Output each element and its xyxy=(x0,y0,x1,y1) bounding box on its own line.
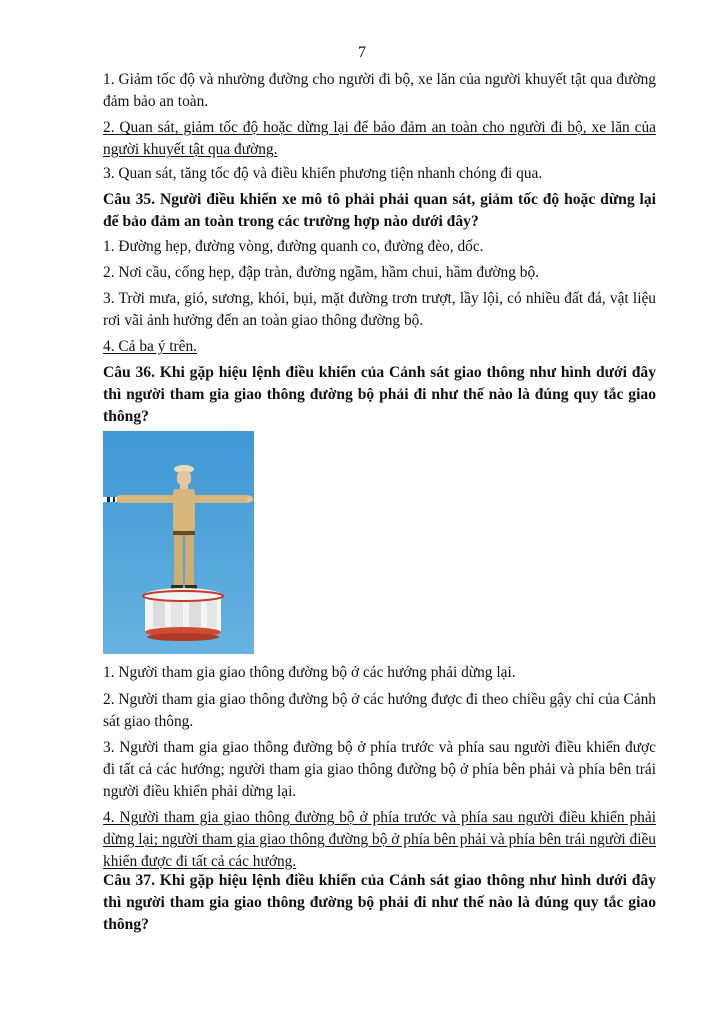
page-number: 7 xyxy=(358,44,366,61)
traffic-police-photo xyxy=(103,431,254,654)
q36-answer-2: 2. Người tham gia giao thông đường bộ ở các hướng được đi theo chiều gậy chỉ của Cảnh sát giao thông. xyxy=(103,691,656,730)
question-37-title: Câu 37. Khi gặp hiệu lệnh điều khiển của Cảnh sát giao thông như hình dưới đây thì người tham gia giao thông đường bộ phải đi như thế nào là đúng quy tắc giao thông? xyxy=(103,872,656,933)
prev-answer-3: 3. Quan sát, tăng tốc độ và điều khiển phương tiện nhanh chóng đi qua. xyxy=(103,165,543,182)
prev-answer-2-correct: 2. Quan sát, giảm tốc độ hoặc dừng lại để bảo đảm an toàn cho người đi bộ, xe lăn của người khuyết tật qua đường. xyxy=(103,119,656,158)
q36-answer-1: 1. Người tham gia giao thông đường bộ ở các hướng phải dừng lại. xyxy=(103,664,516,681)
q35-answer-4-correct xyxy=(103,336,656,358)
q35-answer-4-text: 4. Cả ba ý trên. xyxy=(103,338,198,355)
q35-answer-2: 2. Nơi cầu, cống hẹp, đập tràn, đường ngầm, hầm chui, hầm đường bộ. xyxy=(103,264,540,281)
q35-answer-3: 3. Trời mưa, gió, sương, khói, bụi, mặt đường trơn trượt, lầy lội, có nhiều đất đá, vật liệu rơi vãi ảnh hưởng đến an toàn giao thông đường bộ. xyxy=(103,290,656,329)
q35-answer-1: 1. Đường hẹp, đường vòng, đường quanh co, đường đèo, dốc. xyxy=(103,238,484,255)
q36-answer-3: 3. Người tham gia giao thông đường bộ ở phía trước và phía sau người điều khiển được đi tất cả các hướng; người tham gia giao thông đường bộ ở phía bên phải và phía bên trái người điều khiển phải dừng lại. xyxy=(103,739,656,800)
question-36-title: Câu 36. Khi gặp hiệu lệnh điều khiển của Cảnh sát giao thông như hình dưới đây thì người tham gia giao thông đường bộ phải đi như thế nào là đúng quy tắc giao thông? xyxy=(103,364,656,425)
question-35-title: Câu 35. Người điều khiển xe mô tô phải phải quan sát, giảm tốc độ hoặc dừng lại để bảo đảm an toàn trong các trường hợp nào dưới đây? xyxy=(103,191,656,230)
prev-answer-1: 1. Giảm tốc độ và nhường đường cho người đi bộ, xe lăn của người khuyết tật qua đường đảm bảo an toàn. xyxy=(103,71,656,110)
traffic-police-illustration xyxy=(103,431,254,654)
q36-answer-4-correct: 4. Người tham gia giao thông đường bộ ở phía trước và phía sau người điều khiển phải dừng lại; người tham gia giao thông đường bộ ở phía bên phải và phía bên trái người điều khiển được đi tất cả các hướng. xyxy=(103,809,656,870)
